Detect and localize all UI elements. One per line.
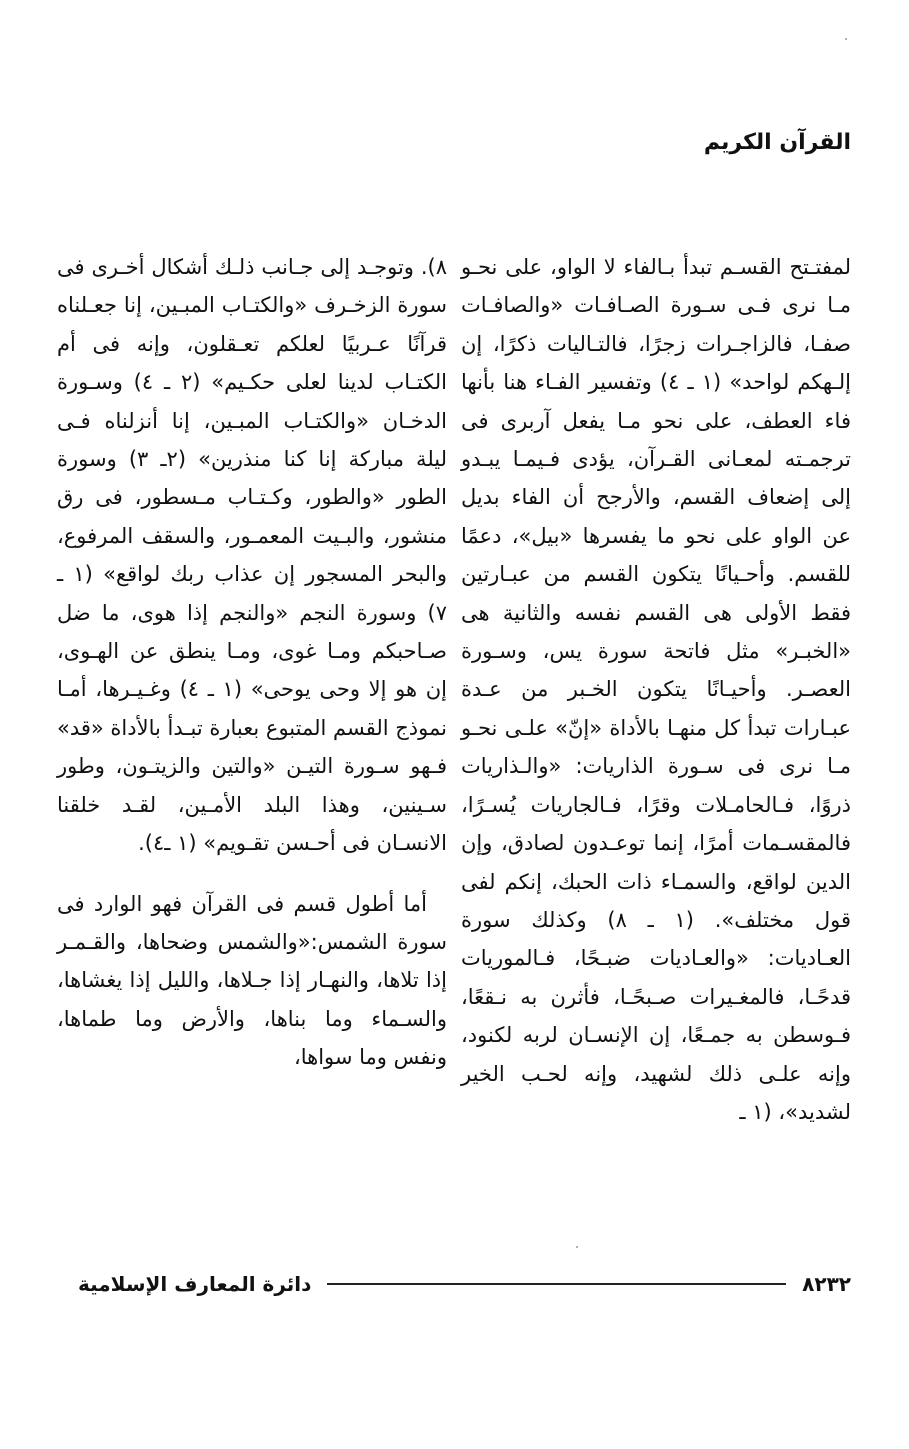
text-column-right [461, 248, 851, 1131]
running-header-title: القرآن الكريم [703, 130, 851, 155]
column-right-paragraph: لمفتـتح القسـم تبدأ بـالفاء لا الواو، على نحـو مـا نرى فـى سـورة الصـافـات «والصافـات صفـا، فالزاجـرات زجرًا، فالتـاليات ذكرًا، إن إلـهكم لواحد» (١ ـ ٤) وتفسير الفـاء هنا بأنها فاء العطف، على نحو مـا يفعل آربرى فى ترجمـته لمعـانى القـرآن، يؤدى فـيمـا يبـدو إلى إضعاف القسم، والأرجح أن الفاء بديل عن الواو على نحو ما يفسرها «بيل»، دعمًا للقسم. وأحـيانًا يتكون القسم من عبـارتين فقط الأولى هى القسم نفسه والثانية هى «الخبـر» مثل فاتحة سورة يس، وسـورة العصـر. وأحيـانًا يتكون الخـبر من عـدة عبـارات تبدأ كل منهـا بالأداة «إنّ» علـى نحـو مـا نرى فى سـورة الذاريات: «والـذاريات ذروًا، فـالحامـلات وقرًا، فـالجاريات يُسـرًا، فالمقسـمات أمرًا، إنما توعـدون لصادق، وإن الدين لواقع، والسمـاء ذات الحبك، إنكم لفى قول مختلف». (١ ـ ٨) وكذلك سورة العـاديات: «والعـاديات ضبـحًا، فـالموريات قدحًـا، فالمغـيرات صـبحًـا، فأثرن به نـقعًا، فـوسطن به جمـعًا، إن الإنسـان لربه لكنود، وإنه علـى ذلك لشهيد، وإنه لحـب الخير لشديد»، (١ ـ [461, 255, 852, 1124]
page-footer [78, 1266, 851, 1302]
publication-title: دائرة المعارف الإسلامية [78, 1272, 312, 1296]
text-column-left [57, 248, 447, 1077]
scan-speck [845, 38, 847, 40]
column-left-paragraph-1: ٨). وتوجـد إلى جـانب ذلـك أشكال أخـرى فى سورة الزخـرف «والكتـاب المبـين، إنا جعـلناه قرآنًا عـربيًا لعلكم تعـقلون، وإنه فى أم الكتـاب لدينا لعلى حكـيم» (٢ ـ ٤) وسـورة الدخـان «والكتـاب المبـين، إنا أنزلناه فـى ليلة مباركة إنا كنا منذرين» (٢ـ ٣) وسورة الطور «والطور، وكـتـاب مـسطور، فى رق منشور، والبـيت المعمـور، والسقف المرفوع، والبحر المسجور إن عذاب ربك لواقع» (١ ـ ٧) وسورة النجم «والنجم إذا هوى، ما ضل صـاحبكم ومـا غوى، ومـا ينطق عن الهـوى، إن هو إلا وحى يوحى» (١ ـ ٤) وغـيـرها، أمـا نموذج القسم المتبوع بعبارة تبـدأ بالأداة «قد» فـهو سـورة التيـن «والتين والزيتـون، وطور سـينين، وهذا البلد الأمـين، لقـد خلقنا الانسـان فى أحـسن تقـويم» (١ ـ٤). [57, 255, 448, 856]
footer-rule [327, 1283, 786, 1285]
column-left-paragraph-2: أما أطول قسم فى القرآن فهو الوارد فى سورة الشمس:«والشمس وضحاها، والقـمـر إذا تلاها، والنهـار إذا جـلاها، والليل إذا يغشاها، والسـماء وما بناها، والأرض وما طماها، ونفس وما سواها، [57, 891, 447, 1070]
scan-speck [576, 1246, 578, 1248]
page-number: ٨٢٣٢ [802, 1272, 851, 1296]
